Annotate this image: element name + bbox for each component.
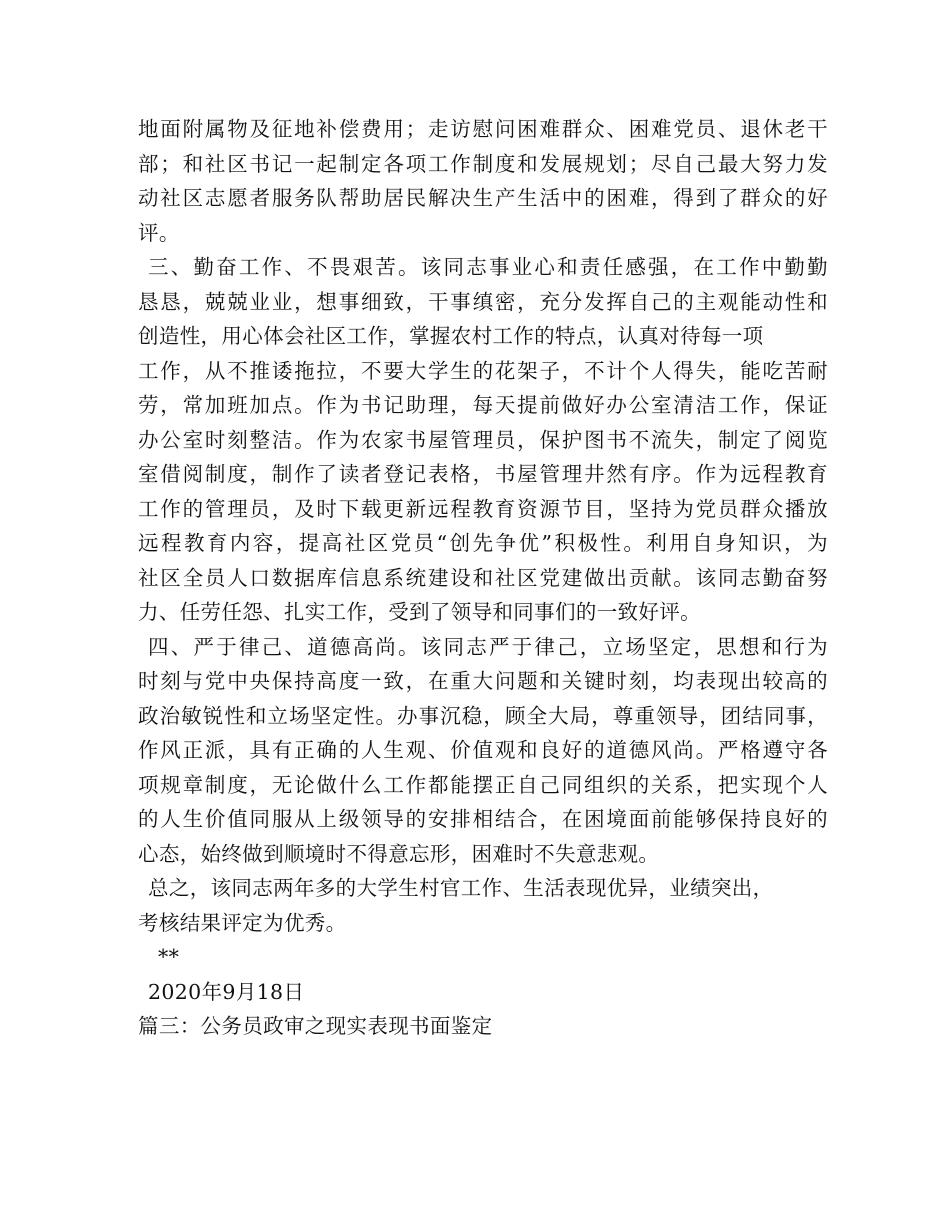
text-line: 恳恳，兢兢业业，想事细致，干事缜密，充分发挥自己的主观能动性和 [138,289,828,314]
next-section-title: 篇三：公务员政审之现实表现书面鉴定 [138,1014,493,1038]
signature-mark: ** [158,945,180,969]
text-line: 项规章制度，无论做什么工作都能摆正自己同组织的关系，把实现个人 [138,772,828,797]
text-line: 创造性，用心体会社区工作，掌握农村工作的特点，认真对待每一项 [138,324,764,348]
text-line: 远程教育内容，提高社区党员“创先争优”积极性。利用自身知识，为 [138,531,828,555]
text-line: 的人生价值同服从上级领导的安排相结合，在困境面前能够保持良好的 [138,807,828,831]
date-line: 2020年9月18日 [148,979,305,1004]
conclusion-line: 考核结果评定为优秀。 [138,910,347,935]
text-line: 工作的管理员，及时下载更新远程教育资源节目，坚持为党员群众播放 [138,496,828,521]
text-line: 地面附属物及征地补偿费用；走访慰问困难群众、困难党员、退休老干 [138,117,828,141]
text-line: 工作，从不推诿拖拉，不要大学生的花架子，不计个人得失，能吃苦耐 [138,358,828,383]
text-line: 劳，常加班加点。作为书记助理，每天提前做好办公室清洁工作，保证 [138,393,828,417]
text-line: 心态，始终做到顺境时不得意忘形，困难时不失意悲观。 [138,841,660,866]
text-line: 部；和社区书记一起制定各项工作制度和发展规划；尽自己最大努力发 [138,151,828,176]
text-line: 政治敏锐性和立场坚定性。办事沉稳，顾全大局，尊重领导，团结同事， [138,703,828,728]
text-line: 室借阅制度，制作了读者登记表格，书屋管理井然有序。作为远程教育 [138,462,828,486]
text-line: 社区全员人口数据库信息系统建设和社区党建做出贡献。该同志勤奋努 [138,565,828,590]
section-heading-line: 三、勤奋工作、不畏艰苦。该同志事业心和责任感强，在工作中勤勤 [148,255,828,279]
section-heading-line: 四、严于律己、道德高尚。该同志严于律己，立场坚定，思想和行为 [148,634,828,659]
document-page [138,112,828,1044]
text-line: 评。 [138,220,180,245]
text-line: 时刻与党中央保持高度一致，在重大问题和关键时刻，均表现出较高的 [138,669,828,693]
text-line: 办公室时刻整洁。作为农家书屋管理员，保护图书不流失，制定了阅览 [138,427,828,452]
text-line: 作风正派，具有正确的人生观、价值观和良好的道德风尚。严格遵守各 [138,738,828,762]
conclusion-line: 总之，该同志两年多的大学生村官工作、生活表现优异，业绩突出， [148,876,774,900]
text-line: 力、任劳任怨、扎实工作，受到了领导和同事们的一致好评。 [138,600,701,624]
text-line: 动社区志愿者服务队帮助居民解决生产生活中的困难，得到了群众的好 [138,186,828,210]
